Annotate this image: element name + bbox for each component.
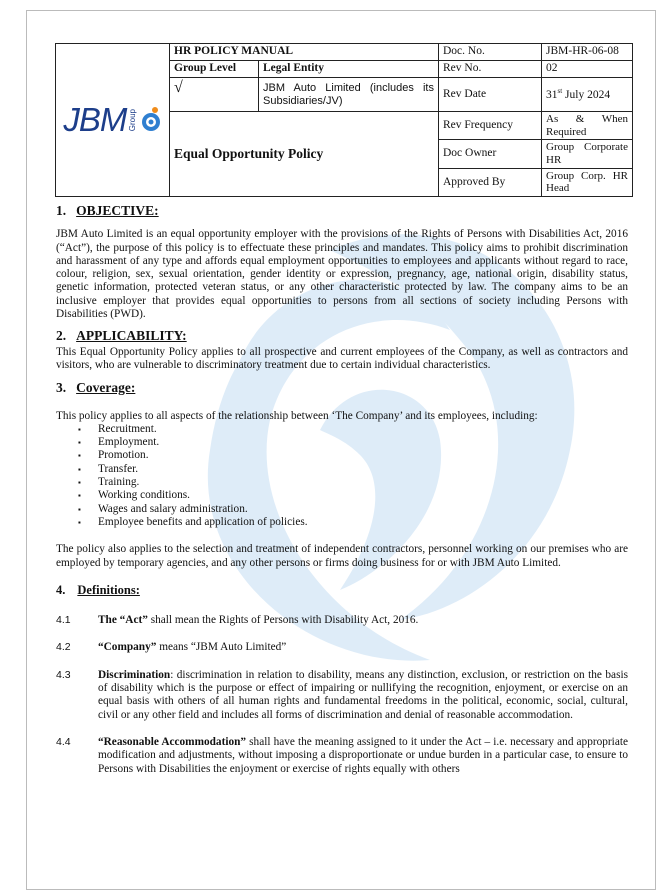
definition-body: means “JBM Auto Limited”	[156, 641, 287, 654]
applicability-text: This Equal Opportunity Policy applies to all prospective and current employees of the Company, as well as contractors and visitors, who are vulnerable to discriminatory treatment due to certain individual characteristics.	[56, 345, 628, 371]
doc-no-value: JBM-HR-06-08	[542, 44, 633, 61]
section-applicability-heading	[56, 329, 628, 342]
manual-title: HR POLICY MANUAL	[170, 44, 439, 61]
rev-frequency-value: As & When Required	[542, 112, 633, 140]
list-item: ▪ Employee benefits and application of policies.	[78, 516, 628, 529]
definition-number: 4.2	[56, 641, 71, 654]
definition-body: shall have the meaning assigned to it under the Act – i.e. necessary and appropriate modification and adjustments, without imposing a disproportionate or undue burden in a particular case, to ensure to Persons with Disabilities the enjoyment or exercise of rights equally with others	[98, 735, 628, 775]
definition-text	[98, 614, 628, 627]
section-title: Coverage:	[76, 380, 136, 396]
definition-number: 4.3	[56, 668, 71, 681]
section-number: 3.	[56, 380, 67, 396]
definition-item	[56, 669, 628, 722]
coverage-list	[56, 423, 628, 529]
list-item: ▪ Promotion.	[78, 449, 628, 462]
approved-by-value: Group Corp. HR Head	[542, 168, 633, 196]
group-level-checkmark: √	[170, 78, 259, 112]
definition-term: “Company”	[98, 641, 157, 654]
coverage-outro: The policy also applies to the selection and treatment of independent contractors, personnel working on our premises who are employed by temporary agencies, and any other persons or firms doing business for or with JBM Auto Limited.	[56, 543, 628, 569]
rev-no-value: 02	[542, 61, 633, 78]
doc-owner-value: Group Corporate HR	[542, 140, 633, 168]
logo-group-text: Group	[128, 108, 138, 132]
logo-swirl-icon	[140, 105, 162, 135]
definition-text	[98, 669, 628, 722]
definition-term: Discrimination	[98, 668, 171, 681]
definition-text	[98, 736, 628, 776]
legal-entity-value	[259, 78, 439, 112]
objective-text: JBM Auto Limited is an equal opportunity employer with the provisions of the Rights of Persons with Disabilities Act, 2016 (“Act”), the purpose of this policy is to effectuate these principles and mandates. This policy aims to prohibit discrimination and harassment of any type and affords equal employment opportunities to employees and applicants without regard to race, colour, religion, sex, sexual orientation, gender identity or expression, pregnancy, age, national origin, disability status, genetic information, protected veteran status, or any other characteristic protected by law. The company aims to be an inclusive employer that provides equal opportunities to persons from all sections of society including Persons with Disabilities (PWD).	[56, 228, 628, 321]
definition-text	[98, 641, 628, 654]
rev-date-day: 31	[546, 88, 558, 101]
rev-date-label: Rev Date	[439, 78, 542, 112]
section-coverage-heading	[56, 381, 628, 394]
definition-item	[56, 736, 628, 776]
list-item: ▪ Working conditions.	[78, 489, 628, 502]
list-item: ▪ Recruitment.	[78, 423, 628, 436]
logo-cell	[56, 44, 170, 197]
legal-entity-text: JBM Auto Limited (includes its Subsidiaries/JV)	[263, 81, 434, 107]
definition-body: shall mean the Rights of Persons with Disability Act, 2016.	[147, 614, 419, 627]
policy-body	[56, 204, 628, 776]
section-definitions-heading	[56, 584, 628, 597]
section-number: 2.	[56, 328, 67, 344]
list-item: ▪ Wages and salary administration.	[78, 503, 628, 516]
rev-frequency-label: Rev Frequency	[439, 112, 542, 140]
section-title: OBJECTIVE:	[76, 203, 159, 218]
rev-no-label: Rev No.	[439, 61, 542, 78]
definition-item	[56, 614, 628, 627]
definition-term: The “Act”	[98, 614, 148, 627]
rev-date-suffix: st	[557, 86, 563, 95]
section-number: 1.	[56, 203, 67, 218]
definition-body: : discrimination in relation to disability, means any distinction, exclusion, or restriction on the basis of disability which is the purpose or effect of impairing or nullifying the recognition, enjoyment, or exercise on an equal basis with others of all human rights and fundamental freedoms in the political, economic, social, cultural, civil or any other field and includes all forms of discrimination and denial of reasonable accommodation.	[98, 668, 628, 721]
definition-item	[56, 641, 628, 654]
jbm-logo	[60, 101, 165, 139]
logo-text: JBM	[63, 100, 127, 138]
rev-date-rest: July 2024	[562, 88, 611, 101]
list-item: ▪ Training.	[78, 476, 628, 489]
policy-title: Equal Opportunity Policy	[170, 112, 439, 197]
doc-no-label: Doc. No.	[439, 44, 542, 61]
definition-number: 4.1	[56, 614, 71, 627]
legal-entity-label: Legal Entity	[259, 61, 439, 78]
group-level-label: Group Level	[170, 61, 259, 78]
definition-term: “Reasonable Accommodation”	[98, 735, 247, 748]
list-item: ▪ Transfer.	[78, 463, 628, 476]
list-item: ▪ Employment.	[78, 436, 628, 449]
document-header-table	[55, 43, 633, 197]
section-title: APPLICABILITY:	[76, 328, 187, 344]
coverage-intro: This policy applies to all aspects of the relationship between ‘The Company’ and its employees, including:	[56, 409, 538, 422]
section-objective-heading	[56, 204, 628, 217]
definition-number: 4.4	[56, 735, 71, 748]
section-title: Definitions:	[77, 582, 140, 597]
doc-owner-label: Doc Owner	[439, 140, 542, 168]
section-number: 4.	[56, 582, 66, 597]
approved-by-label: Approved By	[439, 168, 542, 196]
rev-date-value	[542, 78, 633, 112]
